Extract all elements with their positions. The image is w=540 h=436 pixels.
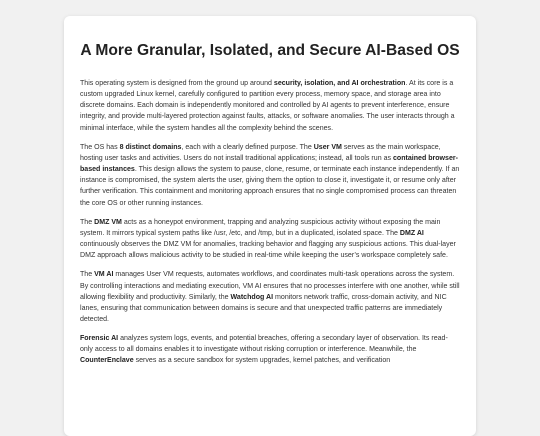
text-run: . This design allows the system to pause, clone, resume, or terminate each instance independently. If an instance is compromised, the system alerts the user, giving them the option to close it, investigate it, or resume only after further verification. This containment and monitoring approach ensures that no single compromised process can threaten the core OS or other running instances. [80,166,460,207]
text-run: acts as a honeypot environment, trapping and analyzing suspicious activity without exposing the main system. It mirrors typical system paths like /usr, /etc, and /tmp, but in a duplicated, isolated space. The [80,218,441,237]
text-run: manages User VM requests, automates workflows, and coordinates multi-task operations across the system. By controlling interactions and mediating execution, VM AI ensures that no processes interfere with one another, while still allowing flexibility and productivity. Similarly, the [80,271,460,301]
bold-term: contained browser-based instances [80,154,458,174]
document-card [64,16,476,436]
bold-term: Forensic AI [80,335,119,343]
text-run: . At its core is a custom upgraded Linux kernel, carefully configured to partition every process, memory space, and storage area into discrete domains. Each domain is independently monitored and controlled by AI agents to prevent interference, ensure integrity, and provide multi-layered protection against faults, attacks, or software anomalies. The user interacts through a minimal interface, while the system handles all the complexity behind the scenes. [80,80,455,132]
bold-term: DMZ AI [399,229,424,237]
text-run: The [80,218,95,226]
bold-term: 8 distinct domains [119,143,182,151]
bold-term: DMZ VM [94,218,122,226]
bold-term: CounterEnclave [80,357,134,365]
text-run: continuously observes the DMZ VM for anomalies, tracking behavior and flagging any suspicious actions. This dual-layer DMZ approach allows malicious activity to be studied in real-time while keeping the user’s workspace completely safe. [80,241,456,260]
text-run: This operating system is designed from the ground up around [80,80,274,87]
paragraph-1 [80,78,460,134]
text-run: , each with a clearly defined purpose. The [181,143,314,151]
bold-term: User VM [313,143,342,151]
text-run: analyzes system logs, events, and potential breaches, offering a secondary layer of observation. Its read-only access to all domains enables it to investigate without risking corruption or interference. Meanwhile, the [80,335,448,354]
text-run: The OS has [80,143,120,151]
bold-term: Watchdog AI [230,293,274,301]
text-run: serves as the main workspace, hosting user tasks and activities. Users do not install traditional applications; instead, all tools run as [80,143,441,162]
text-run: monitors network traffic, cross-domain activity, and NIC lanes, ensuring that communication between domains is secure and that unexpected traffic patterns are immediately detected. [80,293,447,323]
document-body [80,78,460,367]
paragraph-4 [80,269,460,325]
bold-term: VM AI [94,271,114,279]
text-run: serves as a secure sandbox for system upgrades, kernel patches, and verification [133,357,391,365]
bold-term: security, isolation, and AI orchestration [273,80,406,87]
page-title: A More Granular, Isolated, and Secure AI-Based OS [80,42,460,59]
paragraph-3 [80,217,460,262]
paragraph-2 [80,142,460,209]
text-run: The [80,271,95,279]
paragraph-5 [80,333,460,366]
